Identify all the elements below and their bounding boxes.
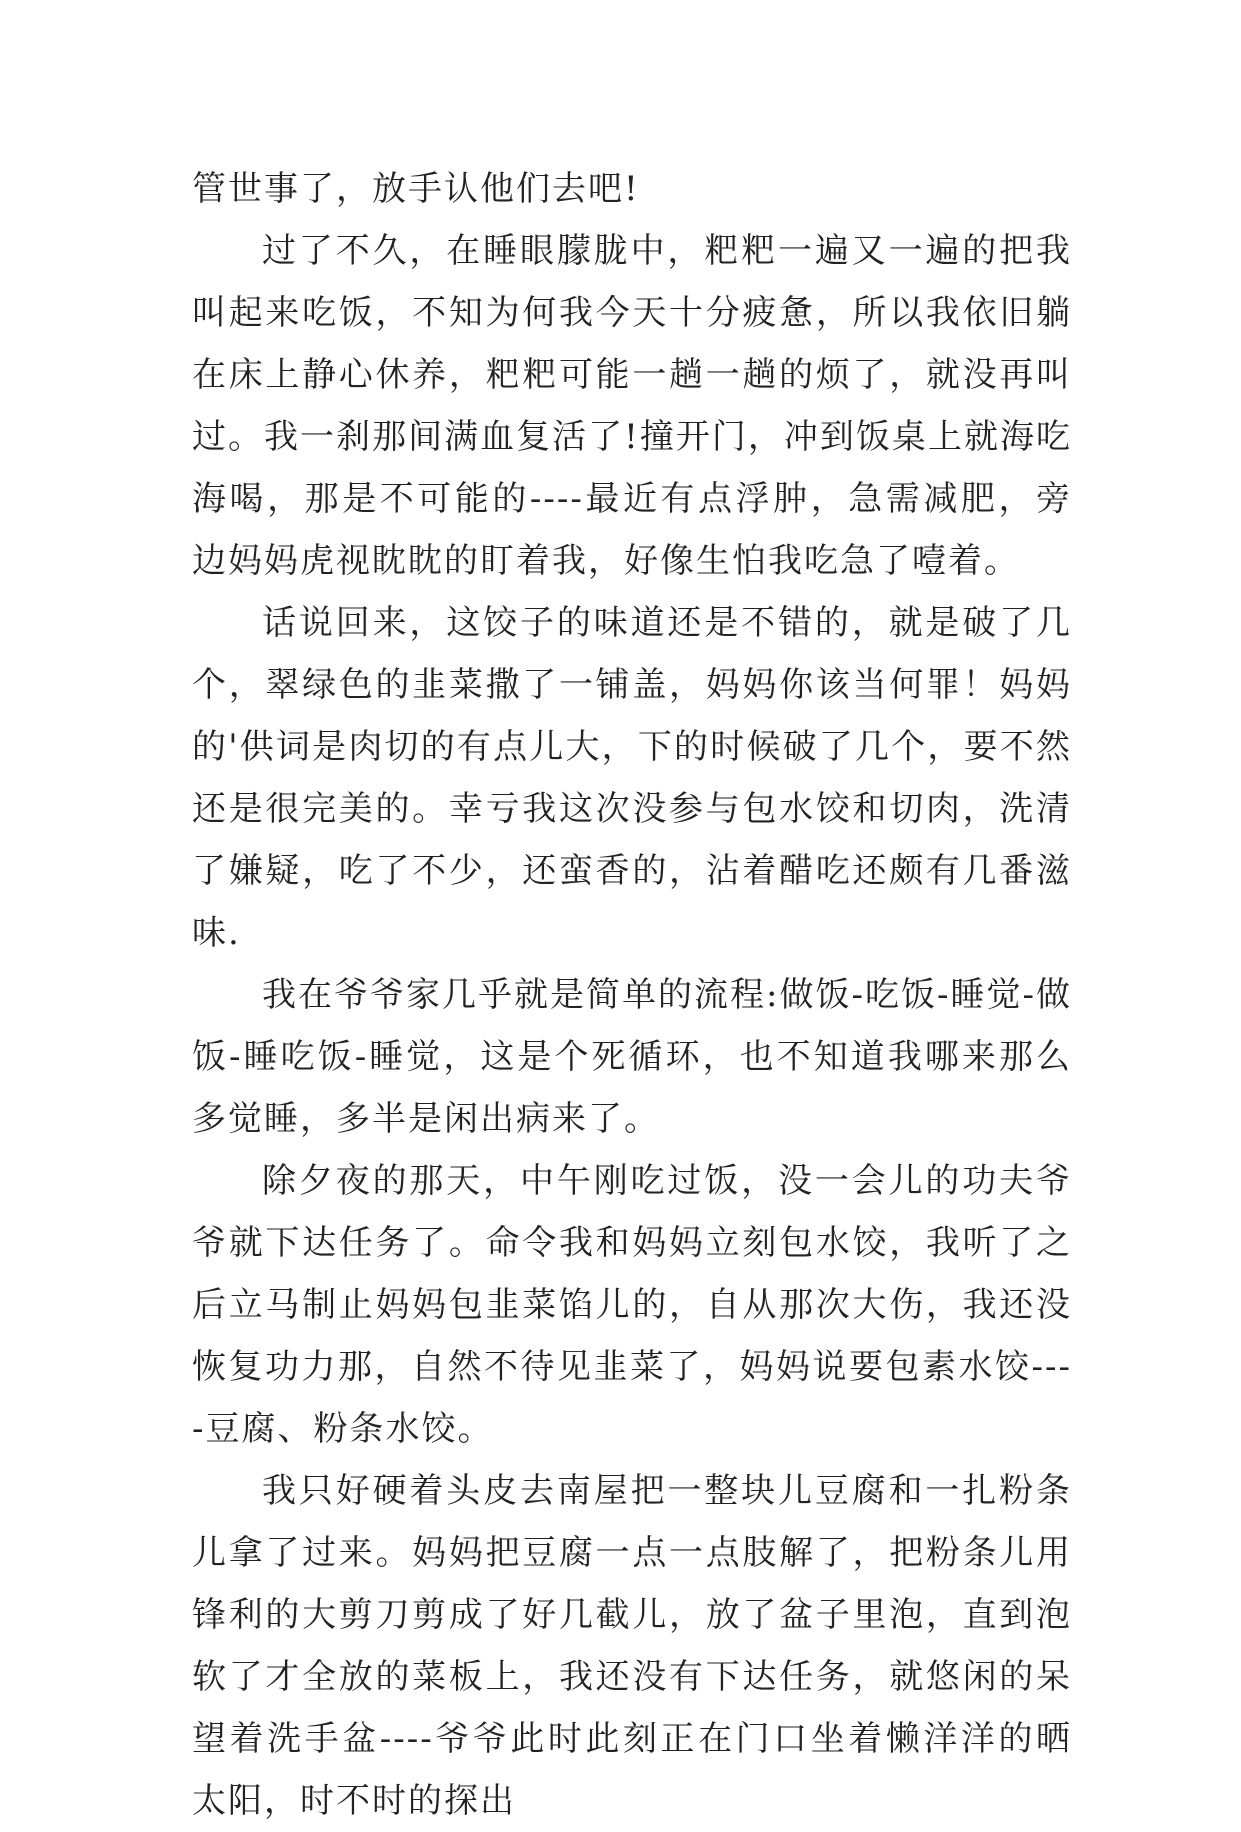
paragraph-6: 我只好硬着头皮去南屋把一整块儿豆腐和一扎粉条儿拿了过来。妈妈把豆腐一点一点肢解了，把粉条儿用锋利的大剪刀剪成了好几截儿，放了盆子里泡，直到泡软了才全放的菜板上，我还没有下达任务，就悠闲的呆望着洗手盆----爷爷此时此刻正在门口坐着懒洋洋的晒太阳，时不时的探出: [192, 1471, 1072, 1821]
paragraph-4: 我在爷爷家几乎就是简单的流程:做饭-吃饭-睡觉-做饭-睡吃饭-睡觉，这是个死循环，也不知道我哪来那么多觉睡，多半是闲出病来了。: [192, 975, 1072, 1139]
paragraph-2: 过了不久，在睡眼朦胧中，粑粑一遍又一遍的把我叫起来吃饭，不知为何我今天十分疲惫，所以我依旧躺在床上静心休养，粑粑可能一趟一趟的烦了，就没再叫过。我一刹那间满血复活了!撞开门，冲到饭桌上就海吃海喝，那是不可能的----最近有点浮肿，急需减肥，旁边妈妈虎视眈眈的盯着我，好像生怕我吃急了噎着。: [192, 231, 1072, 581]
document-body: [192, 158, 1072, 1832]
paragraph-1: 管世事了，放手认他们去吧!: [192, 169, 640, 209]
paragraph-3: 话说回来，这饺子的味道还是不错的，就是破了几个，翠绿色的韭菜撒了一铺盖，妈妈你该当何罪！妈妈的'供词是肉切的有点儿大，下的时候破了几个，要不然还是很完美的。幸亏我这次没参与包水饺和切肉，洗清了嫌疑，吃了不少，还蛮香的，沾着醋吃还颇有几番滋味.: [192, 603, 1072, 953]
paragraph-5: 除夕夜的那天，中午刚吃过饭，没一会儿的功夫爷爷就下达任务了。命令我和妈妈立刻包水饺，我听了之后立马制止妈妈包韭菜馅儿的，自从那次大伤，我还没恢复功力那，自然不待见韭菜了，妈妈说要包素水饺----豆腐、粉条水饺。: [192, 1161, 1072, 1449]
